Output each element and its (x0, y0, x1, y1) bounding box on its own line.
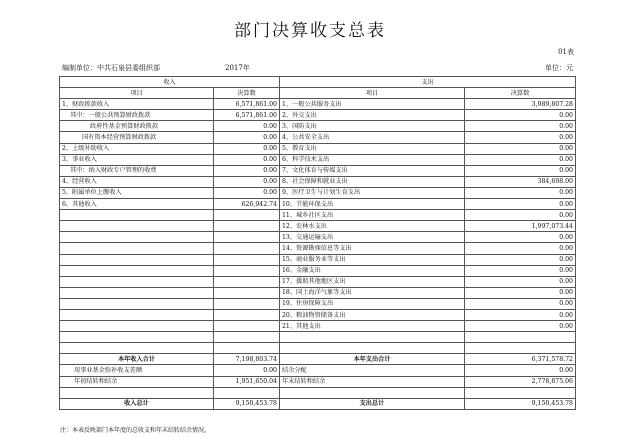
income-amount (214, 210, 280, 221)
reserve-value: 0.00 (214, 365, 280, 376)
income-amount: 626,942.74 (214, 199, 280, 210)
expense-item: 9、医疗卫生与计划生育支出 (280, 187, 465, 198)
income-total-label: 本年收入合计 (60, 354, 214, 365)
expense-sum-value: 9,150,453.78 (465, 398, 576, 409)
income-item: 1、财政拨款收入 (60, 99, 214, 110)
report-meta (62, 63, 573, 73)
expense-item: 17、援助其他地区支出 (280, 276, 465, 287)
row-22 (60, 343, 576, 354)
expense-amount: 384,698.00 (465, 176, 576, 187)
expense-item-header: 项目 (280, 88, 465, 99)
expense-item: 16、金融支出 (280, 265, 465, 276)
income-header: 收入 (60, 77, 280, 88)
income-amount-header: 决算数 (214, 88, 280, 99)
income-item (60, 276, 214, 287)
expense-amount: 0.00 (465, 265, 576, 276)
row-20 (60, 321, 576, 332)
row-12 (60, 232, 576, 243)
expense-item: 4、公共安全支出 (280, 132, 465, 143)
expense-item: 1、一般公共服务支出 (280, 99, 465, 110)
income-amount (214, 254, 280, 265)
expense-sum-label: 支出总计 (280, 398, 465, 409)
income-item: 其中：一般公共预算财政拨款 (60, 110, 214, 121)
carryover-end-label: 年末结转和结余 (280, 376, 465, 387)
income-amount (214, 332, 280, 343)
income-item-header: 项目 (60, 88, 214, 99)
income-item (60, 254, 214, 265)
footnote: 注：本表反映部门本年度的总收支和年末结转结余情况。 (60, 427, 211, 434)
income-amount: 0.00 (214, 121, 280, 132)
income-amount (214, 221, 280, 232)
income-item (60, 343, 214, 354)
income-amount (214, 287, 280, 298)
income-amount: 0.00 (214, 176, 280, 187)
expense-item: 7、文化体育与传媒支出 (280, 165, 465, 176)
income-item: 国有资本经营预算财政拨款 (60, 132, 214, 143)
income-total-value: 7,198,803.74 (214, 354, 280, 365)
expense-item: 15、商业服务业等支出 (280, 254, 465, 265)
row-10 (60, 210, 576, 221)
carryover-begin-value: 1,951,650.04 (214, 376, 280, 387)
row-7 (60, 176, 576, 187)
income-item: 5、附属单位上缴收入 (60, 187, 214, 198)
expense-amount: 0.00 (465, 309, 576, 320)
income-item: 2、上级补助收入 (60, 143, 214, 154)
row-9 (60, 199, 576, 210)
distribution-value: 0.00 (465, 365, 576, 376)
row-1 (60, 110, 576, 121)
expense-amount: 0.00 (465, 232, 576, 243)
income-item (60, 232, 214, 243)
empty-row (60, 387, 576, 398)
expense-item: 3、国防支出 (280, 121, 465, 132)
income-amount (214, 265, 280, 276)
column-header-row (60, 88, 576, 99)
expense-item: 21、其他支出 (280, 321, 465, 332)
income-item: 政府性基金预算财政拨款 (60, 121, 214, 132)
income-amount: 0.00 (214, 165, 280, 176)
row-5 (60, 154, 576, 165)
income-amount (214, 232, 280, 243)
carryover-row (60, 376, 576, 387)
income-sum-value: 9,150,453.78 (214, 398, 280, 409)
row-13 (60, 243, 576, 254)
expense-item: 20、粮油物资储备支出 (280, 309, 465, 320)
report-year: 2017年 (225, 64, 250, 72)
carryover-end-value: 2,778,875.06 (465, 376, 576, 387)
income-amount (214, 298, 280, 309)
expense-total-label: 本年支出合计 (280, 354, 465, 365)
expense-item (280, 332, 465, 343)
income-amount (214, 343, 280, 354)
row-3 (60, 132, 576, 143)
income-amount (214, 321, 280, 332)
expense-amount (465, 343, 576, 354)
expense-amount: 1,997,073.44 (465, 221, 576, 232)
income-item (60, 221, 214, 232)
expense-amount-header: 决算数 (465, 88, 576, 99)
row-2 (60, 121, 576, 132)
income-amount (214, 243, 280, 254)
expense-amount: 0.00 (465, 276, 576, 287)
income-item (60, 243, 214, 254)
expense-item: 10、节能环保支出 (280, 199, 465, 210)
income-item: 6、其他收入 (60, 199, 214, 210)
carryover-begin-label: 年初结转和结余 (60, 376, 214, 387)
expense-amount: 0.00 (465, 132, 576, 143)
row-16 (60, 276, 576, 287)
expense-item: 13、交通运输支出 (280, 232, 465, 243)
income-amount: 0.00 (214, 154, 280, 165)
income-sum-label: 收入总计 (60, 398, 214, 409)
expense-item: 18、国土海洋气象等支出 (280, 287, 465, 298)
income-item: 3、事业收入 (60, 154, 214, 165)
expense-amount: 0.00 (465, 199, 576, 210)
income-item (60, 210, 214, 221)
currency-unit: 单位：元 (545, 64, 573, 72)
expense-amount: 0.00 (465, 298, 576, 309)
income-item (60, 309, 214, 320)
income-item (60, 298, 214, 309)
expense-amount: 0.00 (465, 187, 576, 198)
income-amount (214, 309, 280, 320)
expense-item: 12、农林水支出 (280, 221, 465, 232)
row-4 (60, 143, 576, 154)
income-item (60, 321, 214, 332)
expense-item: 2、外交支出 (280, 110, 465, 121)
income-item (60, 332, 214, 343)
expense-amount: 0.00 (465, 254, 576, 265)
grand-total-row (60, 398, 576, 409)
expense-amount: 0.00 (465, 143, 576, 154)
expense-amount: 0.00 (465, 243, 576, 254)
row-21 (60, 332, 576, 343)
form-number: 01表 (558, 48, 574, 56)
expense-amount: 0.00 (465, 165, 576, 176)
row-18 (60, 298, 576, 309)
reserve-row (60, 365, 576, 376)
reporting-unit: 编制单位：中共石泉县委组织部 (62, 64, 160, 72)
section-header-row (60, 77, 576, 88)
expense-item: 19、住房保障支出 (280, 298, 465, 309)
row-15 (60, 265, 576, 276)
expense-total-value: 6,371,578.72 (465, 354, 576, 365)
row-14 (60, 254, 576, 265)
row-6 (60, 165, 576, 176)
page-title: 部门决算收支总表 (234, 21, 386, 41)
income-item (60, 287, 214, 298)
expense-item: 8、社会保障和就业支出 (280, 176, 465, 187)
income-item: 4、经营收入 (60, 176, 214, 187)
income-item: 其中：纳入财政专户管理的收费 (60, 165, 214, 176)
expense-item: 14、资源勘探信息等支出 (280, 243, 465, 254)
expense-amount: 0.00 (465, 121, 576, 132)
expense-amount: 0.00 (465, 110, 576, 121)
income-amount: 0.00 (214, 132, 280, 143)
row-8 (60, 187, 576, 198)
expense-amount: 0.00 (465, 154, 576, 165)
expense-item (280, 343, 465, 354)
income-amount: 0.00 (214, 187, 280, 198)
row-0 (60, 99, 576, 110)
income-amount: 6,571,861.00 (214, 99, 280, 110)
expense-header: 支出 (280, 77, 576, 88)
income-amount: 6,571,861.00 (214, 110, 280, 121)
row-19 (60, 309, 576, 320)
expense-amount: 0.00 (465, 287, 576, 298)
distribution-label: 结余分配 (280, 365, 465, 376)
income-expense-table (59, 76, 576, 410)
income-amount (214, 276, 280, 287)
income-amount: 0.00 (214, 143, 280, 154)
income-item (60, 265, 214, 276)
expense-item: 5、教育支出 (280, 143, 465, 154)
expense-amount: 0.00 (465, 210, 576, 221)
expense-item: 11、城乡社区支出 (280, 210, 465, 221)
expense-amount: 3,989,807.28 (465, 99, 576, 110)
expense-amount (465, 332, 576, 343)
annual-total-row (60, 354, 576, 365)
expense-item: 6、科学技术支出 (280, 154, 465, 165)
row-11 (60, 221, 576, 232)
row-17 (60, 287, 576, 298)
expense-amount: 0.00 (465, 321, 576, 332)
reserve-label: 用事业基金弥补收支差额 (60, 365, 214, 376)
